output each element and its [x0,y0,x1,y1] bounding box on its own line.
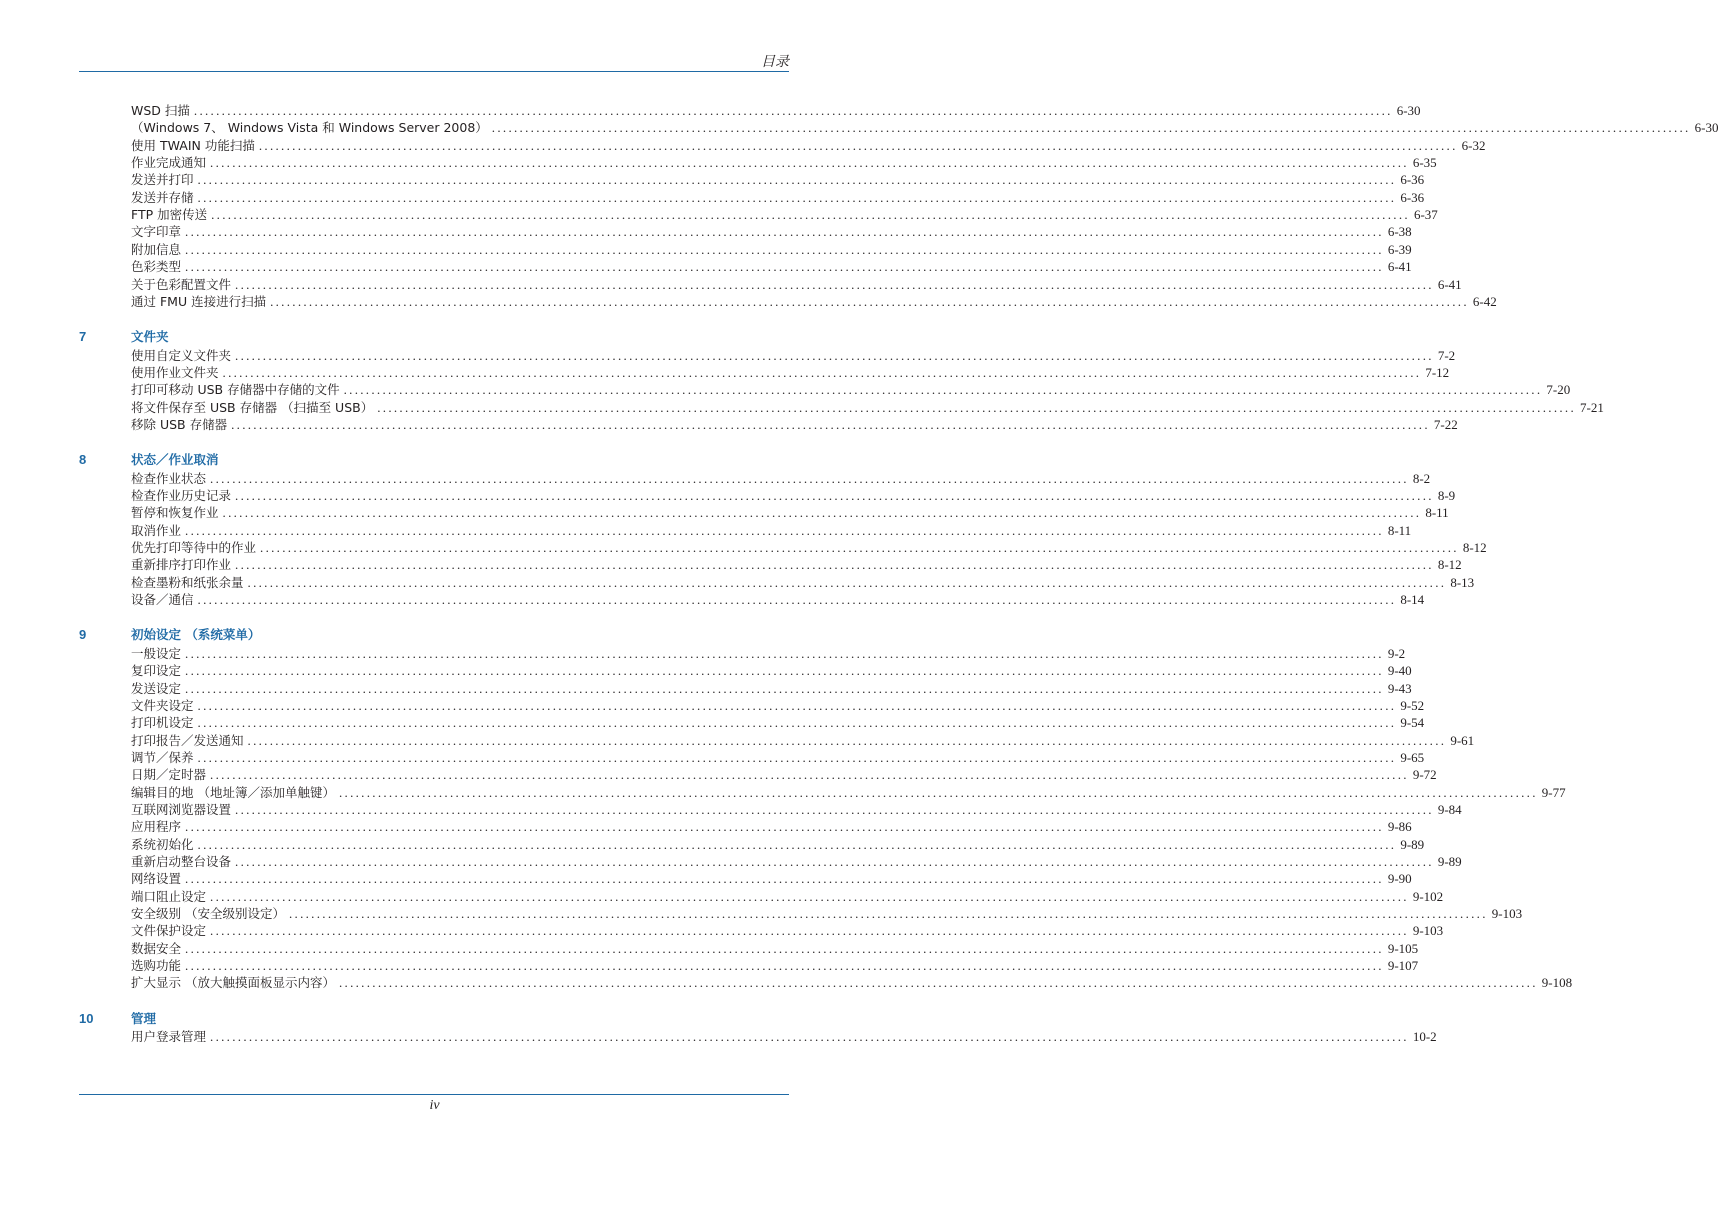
toc-entry[interactable] [131,258,1412,275]
dot-leader: ........................................................................................................................................................................................................................ [270,293,1469,309]
toc-entry[interactable] [131,381,1571,398]
toc-entry[interactable] [131,957,1419,974]
toc-entry-page: 9-61 [1450,732,1475,748]
dot-leader: ........................................................................................................................................................................................................................ [231,416,1430,432]
toc-entry[interactable] [131,680,1412,697]
chapter-number: 7 [79,329,87,345]
toc-entry-title: 发送并存储 [131,189,194,205]
toc-entry-title: 设备／通信 [131,592,194,608]
dot-leader: ........................................................................................................................................................................................................................ [235,854,1434,869]
toc-entry[interactable] [131,818,1412,835]
dot-leader: ........................................................................................................................................................................................................................ [338,975,1538,991]
toc-entry-title: 优先打印等待中的作业 [131,540,257,556]
toc-entry[interactable] [131,522,1412,539]
toc-entry-page: 9-65 [1400,749,1425,765]
dot-leader: ........................................................................................................................................................................................................................ [197,189,1397,205]
toc-entry-page: 7-2 [1437,347,1456,363]
toc-entry-page: 6-42 [1472,293,1497,309]
toc-entry-page: 9-105 [1387,940,1419,956]
toc-entry[interactable] [131,836,1425,853]
dot-leader: ........................................................................................................................................................................................................................ [185,680,1384,696]
dot-leader: ........................................................................................................................................................................................................................ [185,958,1384,974]
toc-entry[interactable] [131,119,1718,136]
toc-entry-page: 6-36 [1400,189,1425,205]
dot-leader: ........................................................................................................................................................................................................................ [377,399,1577,415]
toc-entry-title: 互联网浏览器设置 [131,801,232,817]
toc-entry[interactable] [131,487,1456,504]
toc-entry-title: 网络设置 [131,871,182,887]
toc-entry-page: 8-12 [1437,557,1462,573]
toc-entry-title: 打印机设定 [131,715,194,731]
dot-leader: ........................................................................................................................................................................................................................ [197,697,1397,713]
dot-leader: ........................................................................................................................................................................................................................ [197,836,1397,852]
chapter-number: 10 [79,1010,94,1026]
toc-entry-page: 9-40 [1387,663,1412,679]
toc-entry-title: 移除 USB 存储器 [131,416,228,432]
toc-entry-title: 检查作业状态 [131,470,207,486]
toc-entry[interactable] [131,749,1425,766]
toc-entry-title: WSD 扫描 [131,103,190,118]
toc-entry-page: 9-90 [1387,871,1412,887]
dot-leader: ........................................................................................................................................................................................................................ [210,1029,1409,1045]
toc-entry-title: 打印可移动 USB 存储器中存储的文件 [131,382,340,398]
dot-leader: ........................................................................................................................................................................................................................ [235,347,1434,363]
toc-entry-page: 6-41 [1437,276,1462,292]
chapter-number: 8 [79,452,87,468]
toc-entry-page: 9-89 [1400,836,1425,852]
dot-leader: ........................................................................................................................................................................................................................ [193,103,1393,118]
dot-leader: ........................................................................................................................................................................................................................ [235,801,1434,817]
toc-entry[interactable] [131,645,1406,662]
toc-entry-title: 文件保护设定 [131,923,207,939]
dot-leader: ........................................................................................................................................................................................................................ [197,592,1397,608]
toc-entry-title: 暂停和恢复作业 [131,505,219,521]
toc-entry-title: 扩大显示 （放大触摸面板显示内容） [131,975,335,991]
toc-entry[interactable] [131,556,1462,573]
toc-entry[interactable] [131,784,1566,801]
toc-entry[interactable] [131,206,1438,223]
toc-entry-page: 6-32 [1461,137,1486,153]
toc-entry-page: 9-103 [1491,906,1523,922]
toc-entry[interactable] [131,399,1604,416]
dot-leader: ........................................................................................................................................................................................................................ [185,522,1384,538]
toc-entry-title: 取消作业 [131,522,182,538]
dot-leader: ........................................................................................................................................................................................................................ [197,172,1397,188]
dot-leader: ........................................................................................................................................................................................................................ [343,382,1543,398]
toc-entry-title: 一般设定 [131,645,182,661]
toc-entry-page: 9-86 [1387,819,1412,835]
toc-entry[interactable] [131,223,1412,240]
toc-entry[interactable] [131,801,1462,818]
toc-entry-title: 发送并打印 [131,172,194,188]
toc-entry[interactable] [131,591,1425,608]
toc-entry[interactable] [131,697,1425,714]
dot-leader: ........................................................................................................................................................................................................................ [491,120,1691,136]
toc-entry-title: 端口阻止设定 [131,888,207,904]
dot-leader: ........................................................................................................................................................................................................................ [222,364,1422,380]
dot-leader: ........................................................................................................................................................................................................................ [185,241,1384,257]
dot-leader: ........................................................................................................................................................................................................................ [247,574,1447,590]
toc-entry[interactable] [131,470,1431,487]
toc-entry-page: 9-102 [1412,888,1444,904]
toc-entry-title: 附加信息 [131,241,182,257]
toc-entry-title: 编辑目的地 （地址簿／添加单触键） [131,784,335,800]
toc-entry[interactable] [131,154,1437,171]
dot-leader: ........................................................................................................................................................................................................................ [235,557,1434,573]
toc-entry[interactable] [131,662,1412,679]
chapter-title[interactable]: 文件夹 [131,329,169,345]
toc-entry[interactable] [131,137,1486,154]
toc-entry-page: 8-9 [1437,488,1456,503]
toc-entry-title: FTP 加密传送 [131,207,208,223]
dot-leader: ........................................................................................................................................................................................................................ [211,207,1410,223]
dot-leader: ........................................................................................................................................................................................................................ [258,137,1458,153]
toc-entry-page: 9-2 [1387,645,1406,661]
dot-leader: ........................................................................................................................................................................................................................ [210,923,1409,939]
footer-rule [79,1094,789,1095]
dot-leader: ........................................................................................................................................................................................................................ [185,663,1384,679]
dot-leader: ........................................................................................................................................................................................................................ [288,906,1488,922]
dot-leader: ........................................................................................................................................................................................................................ [260,540,1459,556]
toc-entry-title: 复印设定 [131,663,182,679]
toc-entry-page: 8-14 [1400,592,1425,608]
toc-entry[interactable] [131,940,1419,957]
toc-entry-page: 7-21 [1580,399,1604,415]
dot-leader: ........................................................................................................................................................................................................................ [197,715,1397,731]
toc-entry-page: 6-41 [1387,259,1412,275]
toc-entry-page: 6-35 [1412,155,1437,171]
toc-entry-page: 6-30 [1396,103,1421,118]
header-rule [79,71,789,72]
toc-entry-title: （Windows 7、 Windows Vista 和 Windows Server 2008） [131,120,488,136]
toc-entry[interactable] [131,888,1444,905]
toc-entry[interactable] [131,905,1523,922]
dot-leader: ........................................................................................................................................................................................................................ [210,470,1409,486]
dot-leader: ........................................................................................................................................................................................................................ [338,784,1538,800]
dot-leader: ........................................................................................................................................................................................................................ [185,871,1384,887]
dot-leader: ........................................................................................................................................................................................................................ [185,940,1384,956]
toc-entry[interactable] [131,766,1437,783]
toc-entry[interactable] [131,189,1425,206]
toc-entry-title: 重新启动整台设备 [131,854,232,869]
toc-entry-page: 6-36 [1400,172,1425,188]
toc-entry-title: 文件夹设定 [131,697,194,713]
toc-entry-page: 8-11 [1425,505,1449,521]
toc-entry[interactable] [131,974,1573,991]
toc-entry-page: 9-103 [1412,923,1444,939]
toc-entry-title: 日期／定时器 [131,767,207,783]
toc-entry-page: 8-11 [1387,522,1412,538]
toc-entry-title: 使用 TWAIN 功能扫描 [131,137,255,153]
toc-entry-page: 6-37 [1413,207,1438,223]
toc-entry[interactable] [131,539,1487,556]
toc-entry-page: 7-12 [1425,364,1450,380]
toc-entry-title: 将文件保存至 USB 存储器 （扫描至 USB） [131,399,374,415]
toc-entry[interactable] [131,364,1450,381]
toc-entry-page: 9-77 [1541,784,1566,800]
toc-entry[interactable] [131,241,1412,258]
toc-entry[interactable] [131,1028,1437,1045]
toc-entry-page: 6-39 [1387,241,1412,257]
toc-entry-title: 系统初始化 [131,836,194,852]
dot-leader: ........................................................................................................................................................................................................................ [210,155,1409,171]
dot-leader: ........................................................................................................................................................................................................................ [197,749,1397,765]
toc-entry-page: 8-2 [1412,470,1431,486]
chapter-number: 9 [79,627,87,643]
toc-entry-title: 打印报告／发送通知 [131,732,244,748]
toc-entry-page: 9-54 [1400,715,1425,731]
dot-leader: ........................................................................................................................................................................................................................ [210,888,1409,904]
toc-entry[interactable] [131,276,1462,293]
toc-entry[interactable] [131,347,1456,364]
toc-entry-title: 作业完成通知 [131,155,207,171]
chapter-title[interactable]: 状态／作业取消 [131,452,219,468]
toc-entry[interactable] [131,732,1475,749]
toc-entry-page: 6-30 [1694,120,1718,136]
toc-entry-page: 6-38 [1387,224,1412,240]
dot-leader: ........................................................................................................................................................................................................................ [222,505,1422,521]
toc-entry-title: 数据安全 [131,940,182,956]
toc-entry[interactable] [131,416,1458,433]
chapter-title[interactable]: 初始设定 （系统菜单） [131,627,261,643]
dot-leader: ........................................................................................................................................................................................................................ [235,276,1434,292]
toc-entry-title: 安全级别 （安全级别设定） [131,906,285,922]
toc-entry-title: 使用作业文件夹 [131,364,219,380]
dot-leader: ........................................................................................................................................................................................................................ [185,645,1384,661]
toc-entry[interactable] [131,714,1425,731]
toc-entry[interactable] [131,922,1444,939]
toc-entry[interactable] [131,171,1425,188]
toc-entry-page: 10-2 [1412,1029,1437,1045]
toc-entry-title: 重新排序打印作业 [131,557,232,573]
toc-entry-page: 9-84 [1437,801,1462,817]
toc-entry-title: 用户登录管理 [131,1029,207,1045]
toc-entry-page: 9-72 [1412,767,1437,783]
toc-entry-title: 文字印章 [131,224,182,240]
dot-leader: ........................................................................................................................................................................................................................ [235,488,1434,503]
page-number: iv [429,1098,440,1113]
toc-entry-title: 选购功能 [131,958,182,974]
toc-entry-page: 7-20 [1546,382,1571,398]
dot-leader: ........................................................................................................................................................................................................................ [185,819,1384,835]
toc-entry-title: 检查墨粉和纸张余量 [131,574,244,590]
toc-entry[interactable] [131,102,1421,119]
toc-entry-page: 9-43 [1387,680,1412,696]
toc-entry[interactable] [131,574,1475,591]
toc-entry-title: 发送设定 [131,680,182,696]
toc-entry[interactable] [131,870,1412,887]
dot-leader: ........................................................................................................................................................................................................................ [210,767,1409,783]
header-title: 目录 [761,54,789,70]
toc-entry-title: 色彩类型 [131,259,182,275]
toc-entry-title: 使用自定义文件夹 [131,347,232,363]
toc-entry[interactable] [131,504,1449,521]
toc-entry-title: 应用程序 [131,819,182,835]
toc-entry-title: 调节／保养 [131,749,194,765]
toc-entry-page: 9-108 [1541,975,1573,991]
dot-leader: ........................................................................................................................................................................................................................ [185,259,1384,275]
toc-entry-page: 9-89 [1437,854,1462,869]
toc-entry-page: 8-13 [1450,574,1475,590]
toc-entry[interactable] [131,853,1462,870]
toc-entry-title: 检查作业历史记录 [131,488,232,503]
chapter-title[interactable]: 管理 [131,1010,157,1026]
toc-entry-page: 9-52 [1400,697,1425,713]
dot-leader: ........................................................................................................................................................................................................................ [247,732,1447,748]
toc-entry[interactable] [131,293,1497,310]
toc-entry-page: 9-107 [1387,958,1419,974]
toc-entry-title: 关于色彩配置文件 [131,276,232,292]
toc-entry-page: 8-12 [1462,540,1487,556]
toc-entry-page: 7-22 [1433,416,1458,432]
dot-leader: ........................................................................................................................................................................................................................ [185,224,1384,240]
toc-entry-title: 通过 FMU 连接进行扫描 [131,293,267,309]
